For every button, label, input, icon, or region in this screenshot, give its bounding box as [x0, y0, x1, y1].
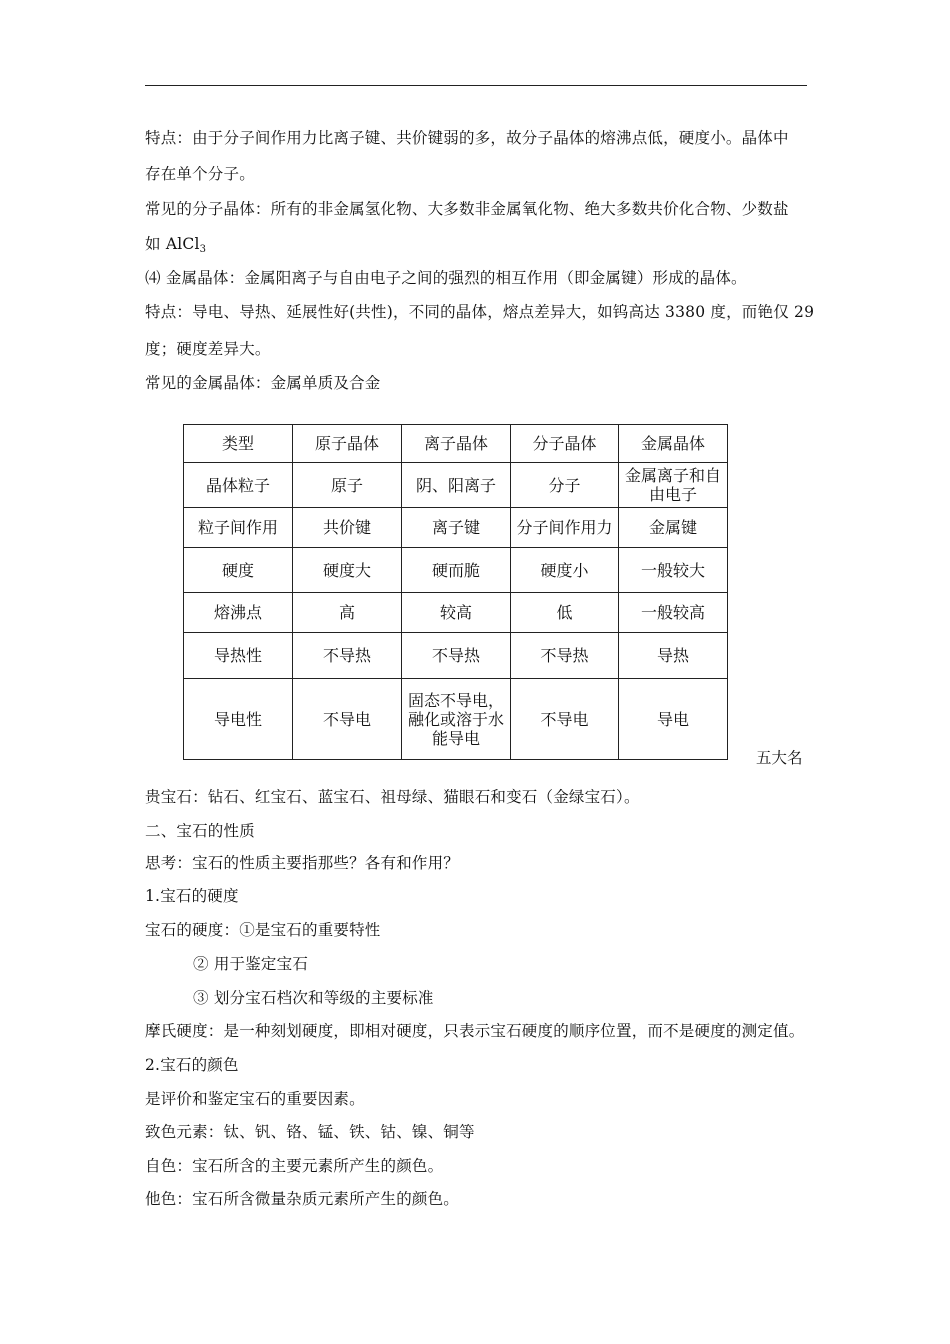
- table-cell: 不导电: [511, 679, 619, 760]
- table-cell: 硬度: [184, 548, 293, 593]
- table-cell: 导电性: [184, 679, 293, 760]
- crystal-types-table: [183, 424, 728, 760]
- table-cell: 不导电: [293, 679, 402, 760]
- section-heading-gem-properties: 二、宝石的性质: [145, 822, 255, 840]
- paragraph-hardness-point-1: 宝石的硬度：①是宝石的重要特性: [145, 921, 381, 939]
- table-header-row: [184, 425, 728, 463]
- table-cell: 熔沸点: [184, 593, 293, 633]
- paragraph-coloring-elements: 致色元素：钛、钒、铬、锰、铁、钴、镍、铜等: [145, 1123, 475, 1141]
- table-cell: 导电: [619, 679, 728, 760]
- subheading-gem-color: 2.宝石的颜色: [145, 1056, 239, 1074]
- table-cell: 硬度大: [293, 548, 402, 593]
- table-header-cell: 类型: [184, 425, 293, 463]
- table-cell: 一般较大: [619, 548, 728, 593]
- table-row: [184, 593, 728, 633]
- paragraph-metallic-features-1: 特点：导电、导热、延展性好(共性)，不同的晶体，熔点差异大，如钨高达 3380 度，而铯仅 29: [145, 303, 815, 321]
- table-header-cell: 金属晶体: [619, 425, 728, 463]
- table-cell: 导热: [619, 633, 728, 679]
- paragraph-idiochromatic: 自色：宝石所含的主要元素所产生的颜色。: [145, 1157, 444, 1175]
- table-cell: 离子键: [402, 508, 511, 548]
- table-cell: 导热性: [184, 633, 293, 679]
- table-cell: 不导热: [293, 633, 402, 679]
- paragraph-color-importance: 是评价和鉴定宝石的重要因素。: [145, 1090, 365, 1108]
- table-cell: 高: [293, 593, 402, 633]
- paragraph-common-metallic-crystals: 常见的金属晶体：金属单质及合金: [145, 374, 381, 392]
- side-note-five-famous: 五大名: [756, 749, 803, 767]
- table-row: [184, 463, 728, 508]
- table-cell: 阴、阳离子: [402, 463, 511, 508]
- paragraph-hardness-point-2: ② 用于鉴定宝石: [193, 955, 309, 973]
- table-row: [184, 633, 728, 679]
- paragraph-common-molecular-crystals: 常见的分子晶体：所有的非金属氢化物、大多数非金属氧化物、绝大多数共价化合物、少数盐: [145, 200, 789, 218]
- table-header-cell: 分子晶体: [511, 425, 619, 463]
- paragraph-hardness-point-3: ③ 划分宝石档次和等级的主要标准: [193, 989, 434, 1007]
- table-cell: 一般较高: [619, 593, 728, 633]
- table-cell: 金属离子和自由电子: [619, 463, 728, 508]
- table-cell: 晶体粒子: [184, 463, 293, 508]
- table-cell: 不导热: [402, 633, 511, 679]
- paragraph-metallic-crystal: ⑷ 金属晶体：金属阳离子与自由电子之间的强烈的相互作用（即金属键）形成的晶体。: [145, 269, 747, 287]
- table-header-cell: 原子晶体: [293, 425, 402, 463]
- alcl3-subscript: 3: [199, 244, 207, 255]
- alcl3-text: 如 AlCl: [145, 235, 200, 253]
- table-cell: 分子: [511, 463, 619, 508]
- paragraph-molecular-features-2: 存在单个分子。: [145, 165, 255, 183]
- table-cell: 不导热: [511, 633, 619, 679]
- paragraph-alcl3-example: [145, 234, 206, 260]
- header-rule: [145, 85, 807, 86]
- table-cell: 分子间作用力: [511, 508, 619, 548]
- subheading-gem-hardness: 1.宝石的硬度: [145, 887, 239, 905]
- table-cell: 低: [511, 593, 619, 633]
- paragraph-metallic-features-2: 度；硬度差异大。: [145, 340, 271, 358]
- table-cell: 硬度小: [511, 548, 619, 593]
- table-header-cell: 离子晶体: [402, 425, 511, 463]
- table-cell: 硬而脆: [402, 548, 511, 593]
- table-cell: 金属键: [619, 508, 728, 548]
- paragraph-precious-gems: 贵宝石：钻石、红宝石、蓝宝石、祖母绿、猫眼石和变石（金绿宝石）。: [145, 788, 640, 806]
- table-cell: 原子: [293, 463, 402, 508]
- table-cell: 粒子间作用: [184, 508, 293, 548]
- paragraph-molecular-features-1: 特点：由于分子间作用力比离子键、共价键弱的多，故分子晶体的熔沸点低，硬度小。晶体中: [145, 129, 789, 147]
- table-cell: 固态不导电，融化或溶于水能导电: [402, 679, 511, 760]
- table-cell: 较高: [402, 593, 511, 633]
- table-row: [184, 679, 728, 760]
- table-row: [184, 508, 728, 548]
- table-row: [184, 548, 728, 593]
- table-cell: 共价键: [293, 508, 402, 548]
- paragraph-think-question: 思考：宝石的性质主要指那些？各有和作用？: [145, 854, 460, 872]
- paragraph-allochromatic: 他色：宝石所含微量杂质元素所产生的颜色。: [145, 1190, 460, 1208]
- paragraph-mohs-hardness: 摩氏硬度：是一种刻划硬度，即相对硬度，只表示宝石硬度的顺序位置，而不是硬度的测定值。: [145, 1022, 805, 1040]
